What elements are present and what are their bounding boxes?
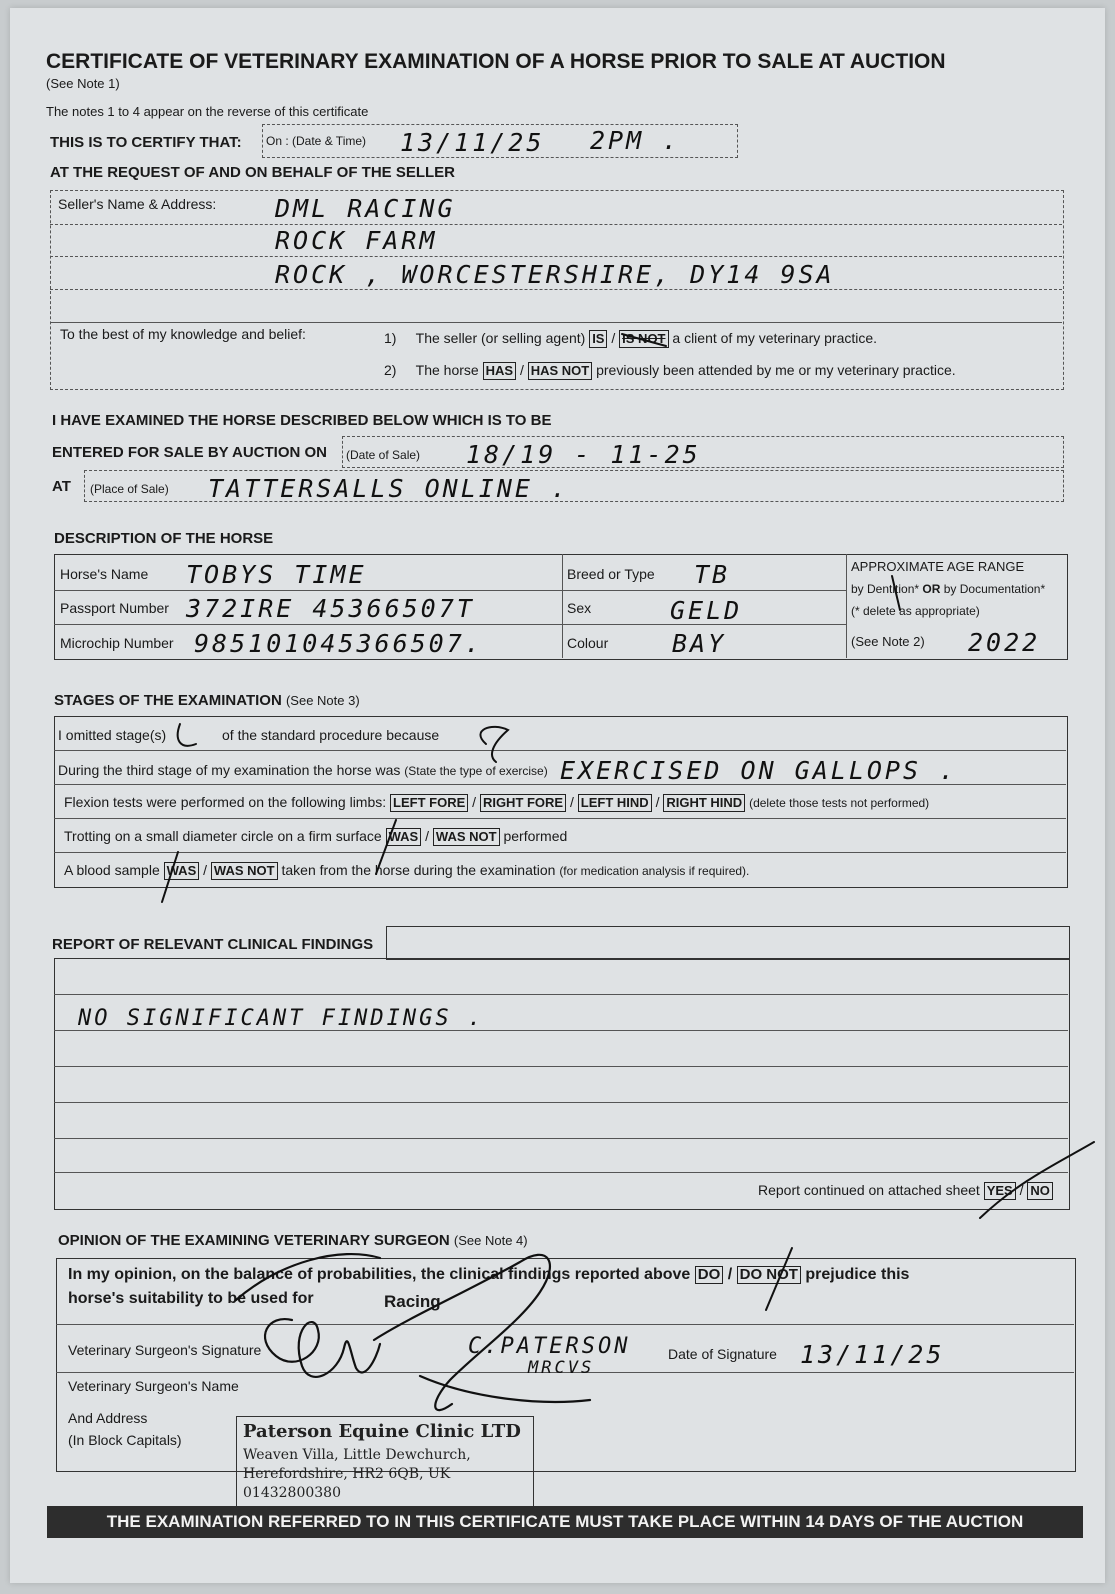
sex-label: Sex xyxy=(567,600,592,616)
entered-label: ENTERED FOR SALE BY AUCTION ON xyxy=(52,444,328,461)
trot-was-not-option[interactable]: WAS NOT xyxy=(433,828,500,846)
stamp-line-1: Paterson Equine Clinic LTD xyxy=(243,1421,521,1442)
item2-pre: The horse xyxy=(415,362,479,378)
blood-was-not-option[interactable]: WAS NOT xyxy=(211,862,278,880)
blood-row: A blood sample WAS / WAS NOT taken from the horse during the examination (for medication analysis if required). xyxy=(64,862,750,878)
trot-was-option[interactable]: WAS xyxy=(386,828,422,846)
sex-value[interactable]: GELD xyxy=(670,596,743,625)
omitted-pre: I omitted stage(s) xyxy=(58,727,167,743)
trot-performed: performed xyxy=(503,828,568,844)
sale-place-value: TATTERSALLS ONLINE . xyxy=(208,474,570,503)
continued-yes-option[interactable]: YES xyxy=(984,1182,1016,1200)
third-stage-note: (State the type of exercise) xyxy=(404,764,548,778)
colour-label: Colour xyxy=(567,635,609,651)
passport-value[interactable]: 372IRE 45366507T xyxy=(186,594,475,623)
strike-marks xyxy=(162,334,1094,1310)
seller-label: Seller's Name & Address: xyxy=(58,196,217,212)
signature-scribble xyxy=(236,1254,590,1410)
age-title: APPROXIMATE AGE RANGE xyxy=(851,559,1025,574)
opinion-note: (See Note 4) xyxy=(453,1233,528,1248)
opinion-do-not-option[interactable]: DO NOT xyxy=(737,1266,801,1284)
address-label-1: And Address xyxy=(68,1410,148,1426)
flexion-note: (delete those tests not performed) xyxy=(749,796,930,810)
opinion-title: OPINION OF THE EXAMINING VETERINARY SURGEON xyxy=(58,1232,450,1249)
opinion-purpose[interactable]: Racing xyxy=(384,1292,441,1311)
on-date-label: On : (Date & Time) xyxy=(266,134,367,148)
third-stage-label: During the third stage of my examination the horse was xyxy=(58,762,401,778)
continued-no-option[interactable]: NO xyxy=(1027,1182,1053,1200)
age-delete-note: (* delete as appropriate) xyxy=(851,604,980,618)
item1-post: a client of my veterinary practice. xyxy=(672,330,878,346)
opinion-text-1: In my opinion, on the balance of probabilities, the clinical findings reported above xyxy=(68,1266,691,1283)
certify-label: THIS IS TO CERTIFY THAT: xyxy=(50,134,242,151)
client-is-not-option[interactable]: IS NOT xyxy=(619,330,668,348)
third-stage-value[interactable]: EXERCISED ON GALLOPS . xyxy=(560,756,958,785)
flexion-left-hind[interactable]: LEFT HIND xyxy=(578,794,652,812)
flexion-right-fore[interactable]: RIGHT FORE xyxy=(480,794,566,812)
stamp-line-4: 01432800380 xyxy=(243,1485,341,1501)
trot-label: Trotting on a small diameter circle on a firm surface xyxy=(64,828,382,844)
age-see-note: (See Note 2) xyxy=(851,634,925,649)
surgeon-name-value[interactable]: C.PATERSON xyxy=(468,1334,631,1359)
age-value[interactable]: 2022 xyxy=(968,628,1041,657)
item1-row: 1) The seller (or selling agent) IS / IS NOT a client of my veterinary practice. xyxy=(384,330,878,346)
continued-row: Report continued on attached sheet YES / NO xyxy=(758,1182,1053,1200)
surgeon-name-label: Veterinary Surgeon's Name xyxy=(68,1378,239,1394)
horse-has-option[interactable]: HAS xyxy=(483,362,516,380)
practice-stamp xyxy=(236,1416,534,1512)
flexion-left-fore[interactable]: LEFT FORE xyxy=(390,794,468,812)
flexion-row: Flexion tests were performed on the following limbs: LEFT FORE / RIGHT FORE / LEFT HIND / RIGHT HIND (delete those tests not performed) xyxy=(64,794,930,810)
at-label: AT xyxy=(52,478,71,495)
opinion-line-1: In my opinion, on the balance of probabilities, the clinical findings reported above DO / DO NOT prejudice this xyxy=(68,1266,910,1283)
request-line: AT THE REQUEST OF AND ON BEHALF OF THE SELLER xyxy=(50,164,455,181)
footer-banner: THE EXAMINATION REFERRED TO IN THIS CERTIFICATE MUST TAKE PLACE WITHIN 14 DAYS OF THE AUCTION xyxy=(47,1506,1083,1538)
stamp-line-3: Herefordshire, HR2 6QB, UK xyxy=(243,1466,451,1482)
examined-line: I HAVE EXAMINED THE HORSE DESCRIBED BELOW WHICH IS TO BE xyxy=(52,412,552,429)
age-dentition[interactable]: by Dentition* xyxy=(851,582,920,596)
item1-num: 1) xyxy=(384,330,397,346)
horse-has-not-option[interactable]: HAS NOT xyxy=(528,362,593,380)
item2-num: 2) xyxy=(384,362,397,378)
seller-line-3[interactable]: ROCK , WORCESTERSHIRE, DY14 9SA xyxy=(275,260,835,289)
report-finding: NO SIGNIFICANT FINDINGS . xyxy=(78,1006,485,1031)
omitted-post: of the standard procedure because xyxy=(222,727,440,743)
signature-date-label: Date of Signature xyxy=(668,1346,777,1362)
report-title: REPORT OF RELEVANT CLINICAL FINDINGS xyxy=(52,936,374,953)
microchip-label: Microchip Number xyxy=(60,635,174,651)
sale-place-label: (Place of Sale) xyxy=(90,482,169,496)
certificate-title: CERTIFICATE OF VETERINARY EXAMINATION OF A HORSE PRIOR TO SALE AT AUCTION xyxy=(46,50,946,73)
horse-name-label: Horse's Name xyxy=(60,566,149,582)
exam-date-value: 13/11/25 xyxy=(400,128,545,157)
flexion-right-hind[interactable]: RIGHT HIND xyxy=(663,794,745,812)
breed-value[interactable]: TB xyxy=(694,560,731,589)
microchip-value[interactable]: 985101045366507. xyxy=(194,629,483,658)
breed-label: Breed or Type xyxy=(567,566,655,582)
blood-was-option[interactable]: WAS xyxy=(164,862,200,880)
sale-date-value: 18/19 - 11-25 xyxy=(466,440,701,469)
exam-time-value: 2PM . xyxy=(590,126,681,155)
colour-value[interactable]: BAY xyxy=(672,629,727,658)
opinion-text-2: prejudice this xyxy=(805,1266,910,1283)
continued-label: Report continued on attached sheet xyxy=(758,1182,980,1198)
trot-row: Trotting on a small diameter circle on a firm surface WAS / WAS NOT performed xyxy=(64,828,568,844)
age-method: by Dentition* OR by Documentation* xyxy=(851,582,1046,596)
belief-label: To the best of my knowledge and belief: xyxy=(60,326,306,342)
passport-label: Passport Number xyxy=(60,600,169,616)
horse-section-title: DESCRIPTION OF THE HORSE xyxy=(54,530,274,547)
notes-line: The notes 1 to 4 appear on the reverse of this certificate xyxy=(46,104,369,119)
flexion-label: Flexion tests were performed on the following limbs: xyxy=(64,794,387,810)
address-label-2: (In Block Capitals) xyxy=(68,1432,182,1448)
blood-note: (for medication analysis if required). xyxy=(559,864,750,878)
stages-title: STAGES OF THE EXAMINATION xyxy=(54,692,282,709)
age-documentation[interactable]: by Documentation* xyxy=(943,582,1046,596)
blood-pre: A blood sample xyxy=(64,862,160,878)
item2-post: previously been attended by me or my veterinary practice. xyxy=(596,362,956,378)
signature-label: Veterinary Surgeon's Signature xyxy=(68,1342,262,1358)
client-is-option[interactable]: IS xyxy=(589,330,607,348)
stages-note: (See Note 3) xyxy=(285,693,360,708)
seller-line-1[interactable]: DML RACING xyxy=(275,194,456,223)
item2-row: 2) The horse HAS / HAS NOT previously been attended by me or my veterinary practice. xyxy=(384,362,956,378)
item1-pre: The seller (or selling agent) xyxy=(415,330,586,346)
surgeon-title-value: MRCVS xyxy=(528,1358,595,1378)
stamp-line-2: Weaven Villa, Little Dewchurch, xyxy=(243,1447,471,1463)
opinion-do-option[interactable]: DO xyxy=(695,1266,724,1284)
horse-name-value[interactable]: TOBYS TIME xyxy=(186,560,367,589)
sale-date-label: (Date of Sale) xyxy=(346,448,421,462)
see-note-1: (See Note 1) xyxy=(46,76,120,91)
signature-date-value[interactable]: 13/11/25 xyxy=(800,1340,945,1369)
seller-line-2[interactable]: ROCK FARM xyxy=(275,226,438,255)
blood-post: taken from the horse during the examination xyxy=(281,862,556,878)
opinion-text-3: horse's suitability to be used for xyxy=(68,1290,314,1307)
